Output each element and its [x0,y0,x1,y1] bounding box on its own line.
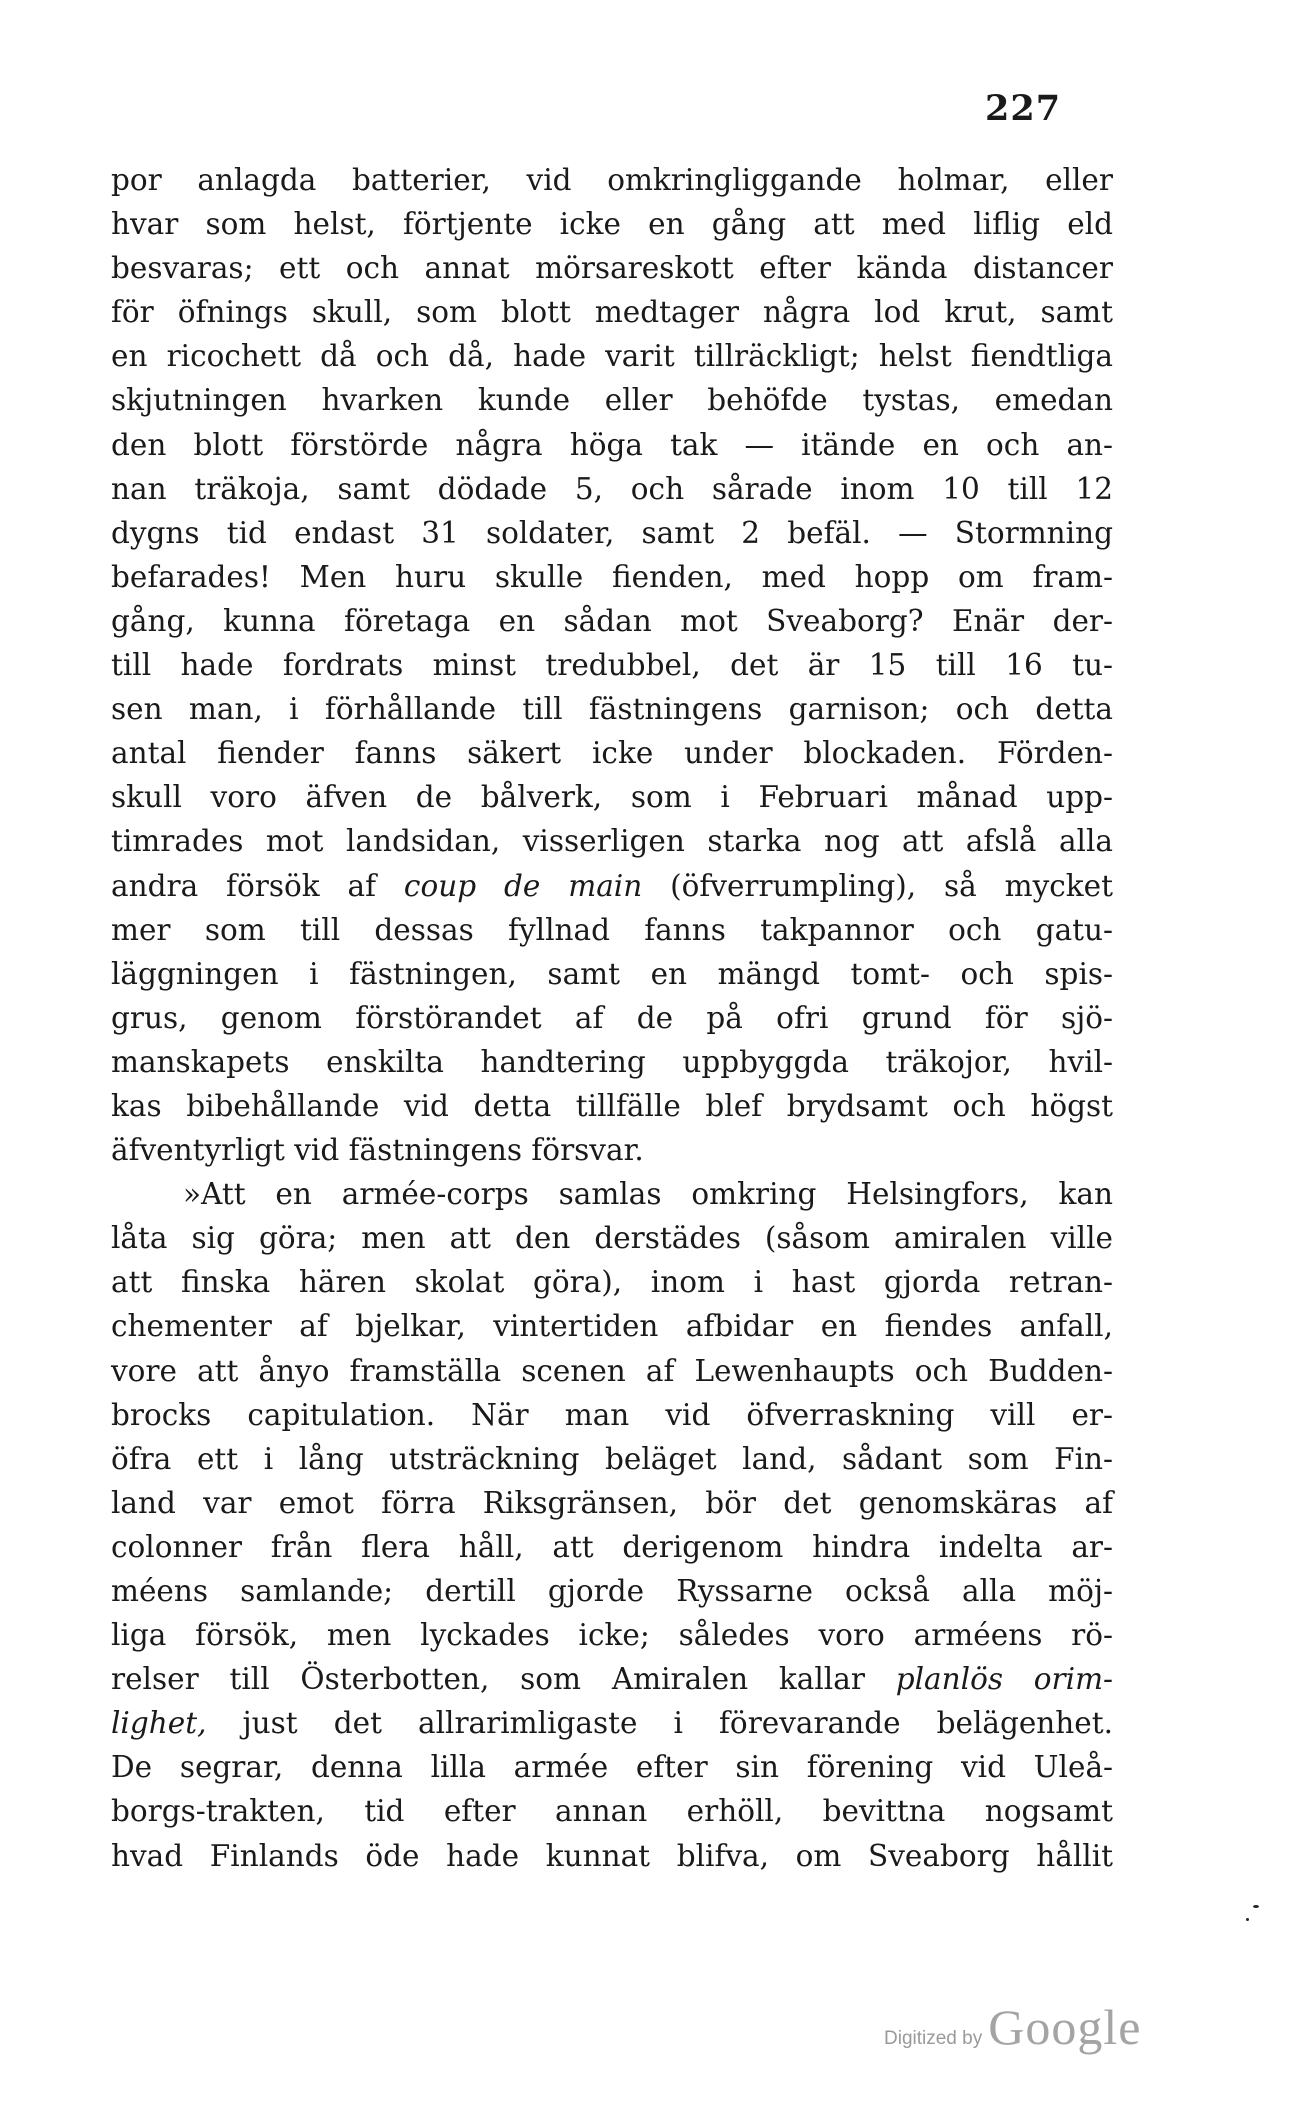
text-line: den blott förstörde några höga tak — itände en och an- [111,427,1113,462]
margin-speck [1253,1905,1259,1908]
text-line: dygns tid endast 31 soldater, samt 2 befäl. — Stormning [111,515,1113,550]
text-line: sen man, i förhållande till fästningens garnison; och detta [111,692,1113,727]
text-line-paragraph-end: äfventyrligt vid fästningens försvar. [111,1133,644,1168]
text-line-lighet: lighet, just det allrarimligaste i förevarande belägenhet. [111,1706,1113,1741]
text-line: antal fiender fanns säkert icke under blockaden. Förden- [111,736,1113,771]
text-line: hvar som helst, förtjente icke en gång att med liflig eld [111,207,1113,242]
text-line: att finska hären skolat göra), inom i hast gjorda retran- [111,1265,1113,1300]
text-line: läggningen i fästningen, samt en mängd tomt- och spis- [111,956,1113,991]
google-logo: Google [988,1999,1142,2055]
watermark-prefix: Digitized by [884,2028,983,2049]
text-line: hvad Finlands öde hade kunnat blifva, om Sveaborg hållit [111,1838,1113,1873]
text-line: nan träkoja, samt dödade 5, och sårade inom 10 till 12 [111,471,1113,506]
body-text [111,158,1113,1878]
text-line: öfra ett i lång utsträckning beläget land, sådant som Fin- [111,1441,1113,1476]
text-line: De segrar, denna lilla armée efter sin förening vid Uleå- [111,1750,1113,1785]
text-line: till hade fordrats minst tredubbel, det är 15 till 16 tu- [111,648,1113,683]
page-number: 227 [985,88,1062,129]
text-line: skull voro äfven de bålverk, som i Februari månad upp- [111,780,1113,815]
text-line: låta sig göra; men att den derstädes (såsom amiralen ville [111,1221,1113,1256]
text-line: colonner från flera håll, att derigenom hindra indelta ar- [111,1529,1113,1564]
text-line: timrades mot landsidan, visserligen starka nog att afslå alla [111,824,1113,859]
text-line: por anlagda batterier, vid omkringliggande holmar, eller [111,163,1113,197]
text-line: borgs-trakten, tid efter annan erhöll, bevittna nogsamt [111,1794,1113,1829]
text-line-planlos: relser till Österbotten, som Amiralen kallar planlös orim- [111,1662,1114,1697]
text-line: befarades! Men huru skulle fienden, med hopp om fram- [111,559,1113,594]
text-line: för öfnings skull, som blott medtager några lod krut, samt [111,295,1113,330]
text-line: kas bibehållande vid detta tillfälle blef brydsamt och högst [111,1088,1113,1123]
text-line: grus, genom förstörandet af de på ofri grund för sjö- [111,1000,1113,1035]
text-line: gång, kunna företaga en sådan mot Sveaborg? Enär der- [111,603,1113,638]
text-line: en ricochett då och då, hade varit tillräckligt; helst fiendtliga [111,339,1113,374]
text-line: besvaras; ett och annat mörsareskott efter kända distancer [111,251,1113,286]
margin-speck [1246,1918,1249,1921]
text-line: liga försök, men lyckades icke; således voro arméens rö- [111,1618,1113,1653]
text-line: mer som till dessas fyllnad fanns takpannor och gatu- [111,912,1113,947]
text-line: méens samlande; dertill gjorde Ryssarne också alla möj- [111,1574,1113,1608]
text-line-coup-de-main: andra försök af coup de main (öfverrumpling), så mycket [111,868,1113,903]
text-line: chementer af bjelkar, vintertiden afbidar en fiendes anfall, [111,1309,1113,1344]
text-line-paragraph-start: »Att en armée-corps samlas omkring Helsingfors, kan [183,1177,1113,1212]
text-line: land var emot förra Riksgränsen, bör det genomskäras af [111,1485,1113,1520]
text-line: brocks capitulation. När man vid öfverraskning vill er- [111,1397,1113,1432]
text-line: vore att ånyo framställa scenen af Lewenhaupts och Budden- [111,1353,1113,1388]
digitized-watermark [884,1998,1141,2056]
text-line: skjutningen hvarken kunde eller behöfde tystas, emedan [111,383,1113,418]
text-line: manskapets enskilta handtering uppbyggda träkojor, hvil- [111,1044,1113,1079]
